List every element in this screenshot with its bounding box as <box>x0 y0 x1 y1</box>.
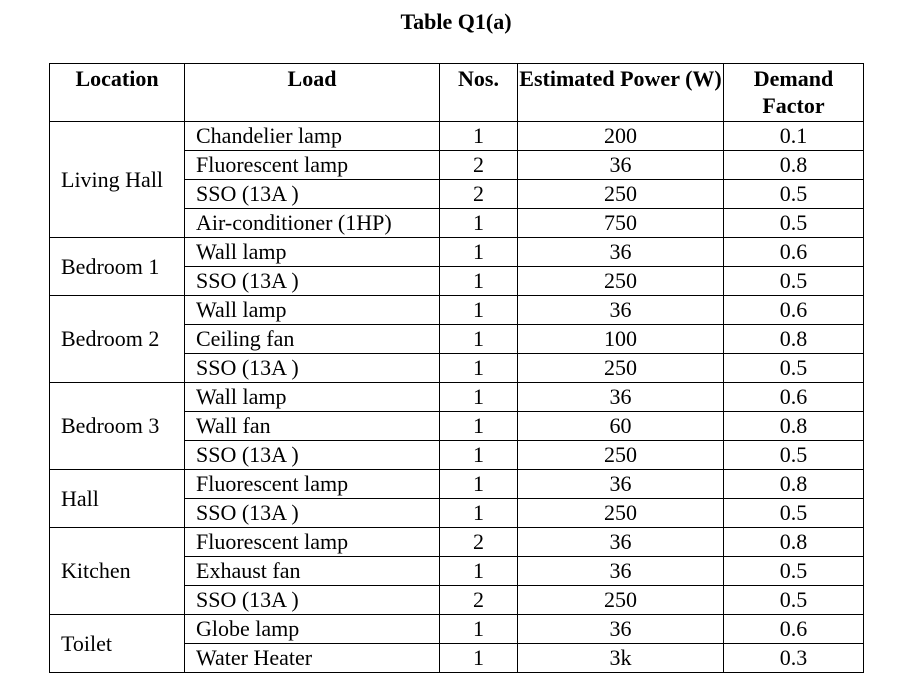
load-cell: Fluorescent lamp <box>185 470 440 499</box>
table-row <box>50 528 864 557</box>
header-row <box>50 64 864 122</box>
demand-factor-cell: 0.5 <box>724 209 864 238</box>
nos-cell: 1 <box>440 209 518 238</box>
demand-factor-cell: 0.6 <box>724 238 864 267</box>
power-cell: 36 <box>518 151 724 180</box>
demand-factor-cell: 0.8 <box>724 412 864 441</box>
table-row <box>50 296 864 325</box>
demand-factor-cell: 0.3 <box>724 644 864 673</box>
table-row <box>50 470 864 499</box>
load-cell: Globe lamp <box>185 615 440 644</box>
power-cell: 36 <box>518 238 724 267</box>
load-cell: Exhaust fan <box>185 557 440 586</box>
nos-cell: 1 <box>440 412 518 441</box>
nos-cell: 1 <box>440 238 518 267</box>
demand-factor-cell: 0.5 <box>724 557 864 586</box>
nos-cell: 1 <box>440 296 518 325</box>
power-cell: 36 <box>518 470 724 499</box>
power-cell: 250 <box>518 499 724 528</box>
nos-cell: 1 <box>440 383 518 412</box>
load-table <box>49 63 864 673</box>
header-demand-factor: Demand Factor <box>724 64 864 122</box>
location-cell: Bedroom 2 <box>50 296 185 383</box>
location-cell: Kitchen <box>50 528 185 615</box>
demand-factor-cell: 0.5 <box>724 354 864 383</box>
power-cell: 100 <box>518 325 724 354</box>
load-cell: Fluorescent lamp <box>185 528 440 557</box>
power-cell: 36 <box>518 528 724 557</box>
location-cell: Bedroom 3 <box>50 383 185 470</box>
demand-factor-cell: 0.6 <box>724 296 864 325</box>
demand-factor-cell: 0.5 <box>724 586 864 615</box>
nos-cell: 2 <box>440 586 518 615</box>
load-cell: Wall lamp <box>185 238 440 267</box>
power-cell: 250 <box>518 180 724 209</box>
power-cell: 36 <box>518 296 724 325</box>
table-row <box>50 238 864 267</box>
nos-cell: 2 <box>440 151 518 180</box>
load-cell: Wall lamp <box>185 296 440 325</box>
load-cell: SSO (13A ) <box>185 267 440 296</box>
nos-cell: 1 <box>440 325 518 354</box>
nos-cell: 1 <box>440 441 518 470</box>
demand-factor-cell: 0.1 <box>724 122 864 151</box>
header-load: Load <box>185 64 440 122</box>
load-cell: Fluorescent lamp <box>185 151 440 180</box>
demand-factor-cell: 0.6 <box>724 615 864 644</box>
load-cell: SSO (13A ) <box>185 441 440 470</box>
load-cell: SSO (13A ) <box>185 499 440 528</box>
power-cell: 36 <box>518 615 724 644</box>
nos-cell: 2 <box>440 180 518 209</box>
table-body <box>50 122 864 673</box>
power-cell: 750 <box>518 209 724 238</box>
demand-factor-cell: 0.8 <box>724 470 864 499</box>
location-cell: Living Hall <box>50 122 185 238</box>
header-location: Location <box>50 64 185 122</box>
demand-factor-cell: 0.6 <box>724 383 864 412</box>
power-cell: 250 <box>518 354 724 383</box>
demand-factor-cell: 0.8 <box>724 528 864 557</box>
location-cell: Bedroom 1 <box>50 238 185 296</box>
demand-factor-cell: 0.5 <box>724 441 864 470</box>
power-cell: 3k <box>518 644 724 673</box>
power-cell: 250 <box>518 586 724 615</box>
load-cell: SSO (13A ) <box>185 180 440 209</box>
location-cell: Toilet <box>50 615 185 673</box>
power-cell: 36 <box>518 383 724 412</box>
header-estimated-power: Estimated Power (W) <box>518 64 724 122</box>
demand-factor-cell: 0.5 <box>724 180 864 209</box>
power-cell: 250 <box>518 267 724 296</box>
load-cell: Water Heater <box>185 644 440 673</box>
nos-cell: 1 <box>440 354 518 383</box>
load-cell: Chandelier lamp <box>185 122 440 151</box>
load-cell: Air-conditioner (1HP) <box>185 209 440 238</box>
location-cell: Hall <box>50 470 185 528</box>
load-cell: SSO (13A ) <box>185 354 440 383</box>
nos-cell: 1 <box>440 557 518 586</box>
load-cell: Ceiling fan <box>185 325 440 354</box>
power-cell: 200 <box>518 122 724 151</box>
load-cell: SSO (13A ) <box>185 586 440 615</box>
nos-cell: 1 <box>440 615 518 644</box>
power-cell: 60 <box>518 412 724 441</box>
demand-factor-cell: 0.5 <box>724 267 864 296</box>
nos-cell: 1 <box>440 499 518 528</box>
demand-factor-cell: 0.8 <box>724 325 864 354</box>
nos-cell: 2 <box>440 528 518 557</box>
demand-factor-cell: 0.5 <box>724 499 864 528</box>
header-nos: Nos. <box>440 64 518 122</box>
table-row <box>50 615 864 644</box>
power-cell: 36 <box>518 557 724 586</box>
power-cell: 250 <box>518 441 724 470</box>
table-caption: Table Q1(a) <box>400 9 512 34</box>
demand-factor-cell: 0.8 <box>724 151 864 180</box>
table-row <box>50 383 864 412</box>
nos-cell: 1 <box>440 122 518 151</box>
load-cell: Wall fan <box>185 412 440 441</box>
nos-cell: 1 <box>440 644 518 673</box>
table-row <box>50 122 864 151</box>
nos-cell: 1 <box>440 470 518 499</box>
load-cell: Wall lamp <box>185 383 440 412</box>
nos-cell: 1 <box>440 267 518 296</box>
